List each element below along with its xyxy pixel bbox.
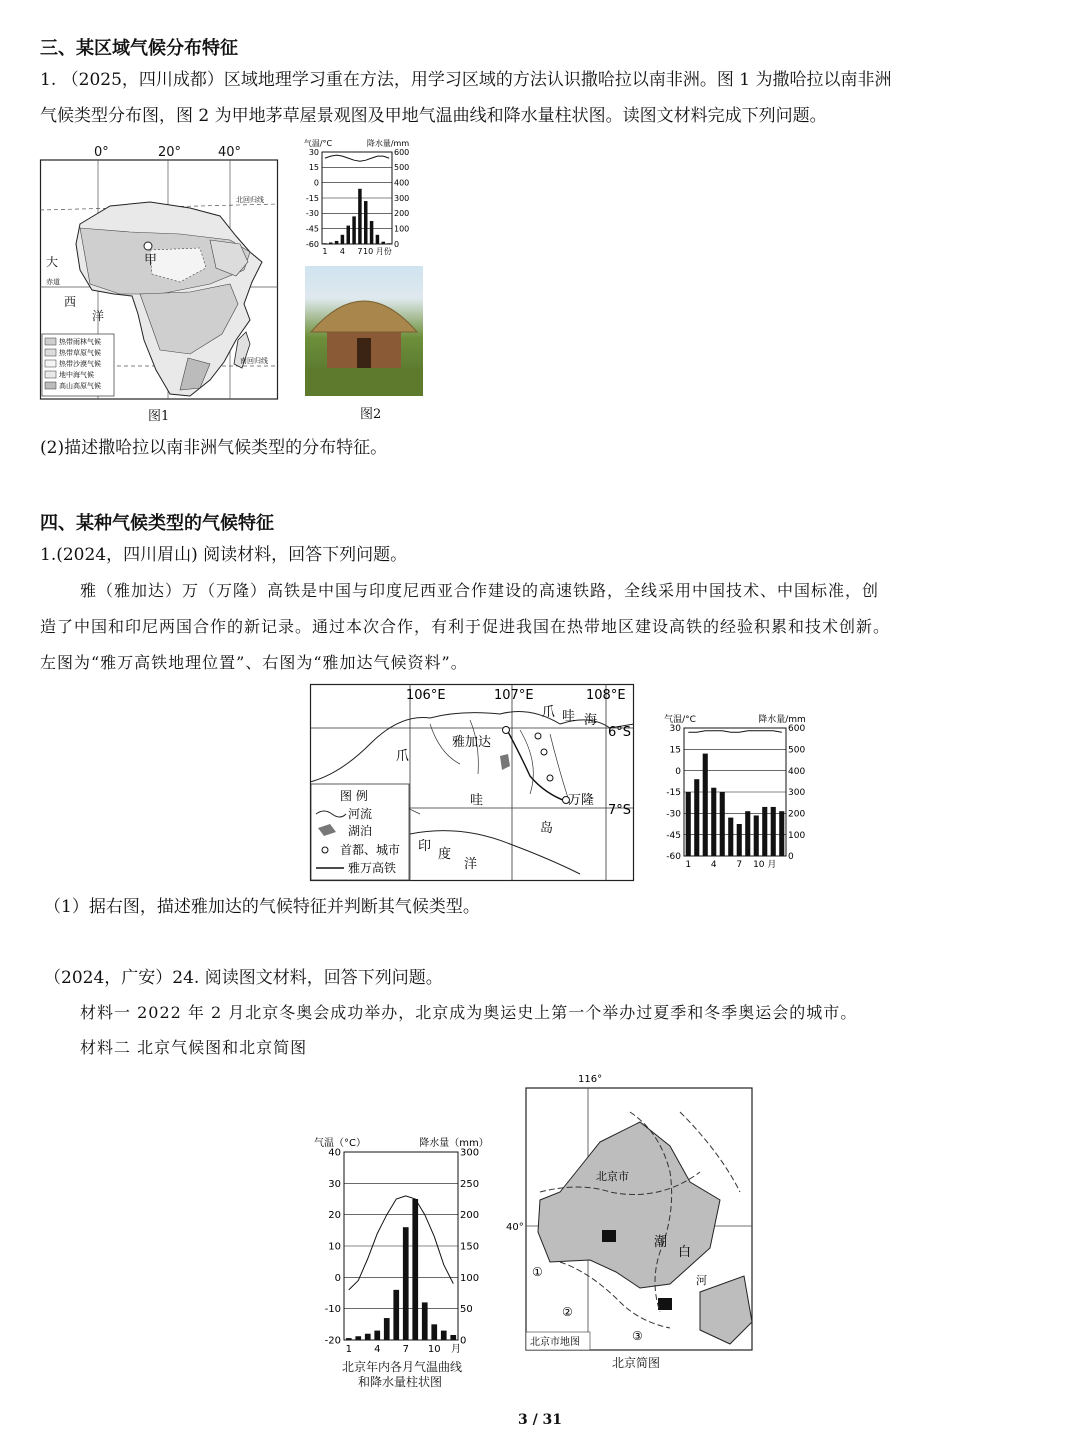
precip-tick-label: 200 bbox=[788, 809, 806, 820]
map-lon-108: 108°E bbox=[586, 688, 626, 703]
precip-bar bbox=[728, 818, 733, 856]
legend-lake: 湖泊 bbox=[348, 824, 373, 838]
precip-tick-label: 0 bbox=[394, 239, 400, 249]
precip-tick-label: 0 bbox=[788, 852, 794, 863]
section4-para-line3: 左图为“雅万高铁地理位置”、右图为“雅加达气候资料”。 bbox=[40, 653, 468, 672]
sea-char-1: 爪 bbox=[542, 705, 556, 720]
lon-0: 0° bbox=[94, 145, 109, 160]
temp-tick-label: 30 bbox=[669, 724, 681, 735]
map-lat-6s: 6°S bbox=[608, 725, 632, 740]
precip-axis-label: 降水量/mm bbox=[758, 715, 806, 725]
island-char-3: 岛 bbox=[540, 821, 554, 836]
legend-river: 河流 bbox=[348, 807, 373, 821]
section4-heading: 四、某种气候类型的气候特征 bbox=[40, 513, 274, 534]
temp-tick-label: -20 bbox=[324, 1335, 341, 1347]
precip-bar bbox=[323, 243, 327, 244]
map-lat-7s: 7°S bbox=[608, 803, 632, 818]
section4-q1-sub: （1）据右图，描述雅加达的气候特征并判断其气候类型。 bbox=[44, 897, 480, 917]
legend-rainforest: 热带雨林气候 bbox=[59, 338, 101, 346]
precip-bar bbox=[422, 1302, 428, 1340]
ocean-char-3: 洋 bbox=[464, 857, 478, 872]
precip-bar bbox=[737, 824, 742, 856]
precip-tick-label: 200 bbox=[460, 1210, 480, 1222]
temp-axis-label: 气温/°C bbox=[664, 715, 696, 725]
precip-bar bbox=[745, 811, 750, 856]
precip-bar bbox=[412, 1199, 418, 1340]
precip-tick-label: 300 bbox=[460, 1147, 480, 1159]
legend-highland: 高山高原气候 bbox=[59, 382, 101, 390]
x-tick-label: 1 bbox=[685, 860, 692, 870]
precip-tick-label: 50 bbox=[460, 1304, 473, 1316]
africa-climate-map bbox=[40, 144, 278, 400]
legend-title: 图 例 bbox=[340, 789, 368, 803]
temp-tick-label: 30 bbox=[308, 147, 319, 157]
precip-tick-label: 500 bbox=[788, 745, 806, 756]
city-jakarta-label: 雅加达 bbox=[452, 735, 492, 750]
x-tick-label: 7 bbox=[357, 247, 363, 256]
precip-bar bbox=[352, 216, 356, 244]
precip-tick-label: 250 bbox=[460, 1178, 480, 1190]
sea-char-3: 海 bbox=[584, 713, 598, 728]
lon-40: 40° bbox=[218, 145, 242, 160]
jia-label: 甲 bbox=[144, 253, 158, 268]
precip-bar bbox=[370, 221, 374, 244]
section4-para-line2: 造了中国和印尼两国合作的新记录。通过本次合作，有利于促进我国在热带地区建设高铁的经验积累和技术创新。 bbox=[40, 617, 891, 636]
temp-tick-label: -15 bbox=[305, 193, 319, 203]
beijing-chart-caption-2: 和降水量柱状图 bbox=[358, 1375, 443, 1389]
beijing-climate-chart bbox=[314, 1128, 489, 1358]
x-tick-label: 4 bbox=[374, 1344, 381, 1355]
map-bai: 白 bbox=[678, 1245, 692, 1260]
temp-tick-label: 40 bbox=[328, 1147, 341, 1159]
ocean-xi: 西 bbox=[64, 295, 77, 309]
map-lon-107: 107°E bbox=[494, 688, 534, 703]
precip-axis-label: 降水量（mm） bbox=[419, 1138, 489, 1149]
precip-bar bbox=[376, 235, 380, 244]
precip-tick-label: 150 bbox=[460, 1241, 480, 1253]
section3-q1-line1: 1. （2025，四川成都）区域地理学习重在方法，用学习区域的方法认识撒哈拉以南非洲。图 1 为撒哈拉以南非洲 bbox=[40, 70, 892, 90]
section5-title: （2024，广安）24. 阅读图文材料，回答下列问题。 bbox=[44, 968, 443, 988]
precip-bar bbox=[711, 788, 716, 856]
jia-climate-chart bbox=[300, 138, 430, 258]
temp-tick-label: 0 bbox=[313, 178, 319, 188]
precip-tick-label: 600 bbox=[394, 147, 410, 157]
svg-text:.: . bbox=[46, 152, 50, 165]
ocean-yang: 洋 bbox=[92, 309, 105, 323]
precip-bar bbox=[347, 226, 351, 244]
precip-bar bbox=[403, 1227, 409, 1340]
legend-city: 首都、城市 bbox=[340, 843, 401, 857]
section5-material2: 材料二 北京气候图和北京简图 bbox=[80, 1038, 308, 1057]
precip-bar bbox=[329, 242, 333, 244]
city-bandung-label: 万隆 bbox=[568, 793, 595, 808]
temp-tick-label: -10 bbox=[324, 1304, 341, 1316]
temp-tick-label: -45 bbox=[305, 224, 319, 234]
temp-tick-label: -60 bbox=[305, 239, 319, 249]
precip-bar bbox=[431, 1324, 437, 1340]
section3-q2: (2)描述撒哈拉以南非洲气候类型的分布特征。 bbox=[40, 438, 388, 458]
precip-tick-label: 300 bbox=[394, 193, 410, 203]
section5-material1: 材料一 2022 年 2 月北京冬奥会成功举办，北京成为奥运史上第一个举办过夏季和冬季奥运会的城市。 bbox=[80, 1003, 858, 1022]
fig2-caption: 图2 bbox=[360, 407, 382, 422]
x-tick-label: 7 bbox=[402, 1344, 409, 1355]
map-lon-106: 106°E bbox=[406, 688, 446, 703]
precip-bar bbox=[384, 1318, 390, 1340]
x-tick-label: 4 bbox=[339, 247, 345, 256]
precip-tick-label: 600 bbox=[788, 724, 806, 735]
x-tick-label: 1 bbox=[322, 247, 328, 256]
precip-tick-label: 500 bbox=[394, 163, 410, 173]
precip-bar bbox=[387, 243, 391, 244]
island-char-1: 爪 bbox=[396, 749, 410, 764]
precip-tick-label: 400 bbox=[394, 178, 410, 188]
map-inset-label: 北京市地图 bbox=[530, 1337, 580, 1348]
precip-bar bbox=[703, 754, 708, 856]
precip-bar bbox=[754, 815, 759, 856]
ocean-da: 大 bbox=[46, 255, 59, 269]
precip-tick-label: 100 bbox=[788, 830, 806, 841]
temp-tick-label: -30 bbox=[666, 809, 681, 820]
beijing-sketch-map bbox=[506, 1072, 756, 1352]
precip-tick-label: 400 bbox=[788, 766, 806, 777]
legend-desert: 热带沙漠气候 bbox=[59, 360, 101, 368]
precip-bar bbox=[382, 242, 386, 244]
precip-axis-label: 降水量/mm bbox=[366, 139, 410, 148]
precip-bar bbox=[720, 792, 725, 856]
temp-axis-label: 气温/°C bbox=[303, 139, 333, 148]
map-city-label: 北京市 bbox=[596, 1170, 629, 1183]
precip-bar bbox=[771, 807, 776, 856]
precip-bar bbox=[358, 189, 362, 244]
section4-para-line1: 雅（雅加达）万（万隆）高铁是中国与印度尼西亚合作建设的高速铁路，全线采用中国技术、中国标准，创 bbox=[80, 581, 880, 600]
x-tick-label: 月 bbox=[451, 1344, 461, 1355]
x-tick-label: 1 bbox=[345, 1344, 352, 1355]
precip-tick-label: 200 bbox=[394, 209, 410, 219]
x-tick-label: 10 月份 bbox=[363, 247, 392, 256]
section3-q1-line2: 气候类型分布图，图 2 为甲地茅草屋景观图及甲地气温曲线和降水量柱状图。读图文材料完成下列问题。 bbox=[40, 106, 827, 126]
temp-axis-label: 气温（°C） bbox=[314, 1138, 366, 1149]
map-mark-1: ① bbox=[532, 1265, 543, 1279]
x-tick-label: 4 bbox=[710, 860, 717, 870]
precip-bar bbox=[364, 201, 368, 244]
beijing-chart-caption-1: 北京年内各月气温曲线 bbox=[342, 1360, 463, 1374]
temp-tick-label: -60 bbox=[666, 852, 681, 863]
jakarta-climate-chart bbox=[660, 710, 810, 870]
x-tick-label: 7 bbox=[736, 860, 743, 870]
precip-tick-label: 300 bbox=[788, 788, 806, 799]
map-chao: 潮 bbox=[654, 1235, 668, 1250]
x-tick-label: 10 月 bbox=[753, 860, 777, 870]
map-lon-116: 116° bbox=[578, 1074, 603, 1085]
temp-tick-label: 10 bbox=[328, 1241, 341, 1253]
temp-tick-label: 15 bbox=[308, 163, 319, 173]
section4-q1-title: 1.(2024，四川眉山) 阅读材料，回答下列问题。 bbox=[40, 545, 408, 565]
temp-tick-label: -45 bbox=[666, 830, 681, 841]
temp-tick-label: 15 bbox=[669, 745, 681, 756]
ocean-char-2: 度 bbox=[438, 847, 452, 862]
lon-20: 20° bbox=[158, 145, 182, 160]
precip-bar bbox=[686, 792, 691, 856]
precip-bar bbox=[441, 1331, 447, 1340]
map-lat-40: 40° bbox=[506, 1222, 524, 1233]
island-char-2: 哇 bbox=[470, 793, 484, 808]
section3-heading: 三、某区域气候分布特征 bbox=[40, 38, 238, 59]
legend-railway: 雅万高铁 bbox=[348, 861, 397, 875]
ocean-char-1: 印 bbox=[418, 839, 432, 854]
precip-bar bbox=[762, 807, 767, 856]
precip-bar bbox=[694, 779, 699, 856]
temp-tick-label: 0 bbox=[675, 766, 681, 777]
precip-bar bbox=[450, 1335, 456, 1340]
x-tick-label: 10 bbox=[427, 1344, 441, 1355]
precip-bar bbox=[374, 1331, 380, 1340]
jakarta-bandung-map bbox=[310, 684, 636, 882]
fig1-caption: 图1 bbox=[148, 409, 170, 424]
map-he: 河 bbox=[696, 1274, 707, 1287]
legend-savanna: 热带草原气候 bbox=[59, 349, 101, 357]
precip-tick-label: 100 bbox=[394, 224, 410, 234]
precip-tick-label: 0 bbox=[460, 1335, 467, 1347]
equator-label: 赤道 bbox=[46, 278, 60, 286]
beijing-map-caption: 北京简图 bbox=[612, 1356, 661, 1370]
precip-bar bbox=[779, 811, 784, 856]
temp-tick-label: -15 bbox=[666, 788, 681, 799]
map-mark-3: ③ bbox=[632, 1329, 643, 1343]
tropic-s-label: 南回归线 bbox=[240, 357, 268, 365]
precip-bar bbox=[335, 241, 339, 244]
precip-tick-label: 100 bbox=[460, 1272, 480, 1284]
legend-mediterranean: 地中海气候 bbox=[59, 371, 94, 379]
temp-tick-label: 30 bbox=[328, 1178, 341, 1190]
sea-char-2: 哇 bbox=[562, 709, 576, 724]
precip-bar bbox=[341, 235, 345, 244]
precip-bar bbox=[346, 1338, 352, 1340]
temp-tick-label: 20 bbox=[328, 1210, 341, 1222]
map-mark-2: ② bbox=[562, 1305, 573, 1319]
page-number: 3 / 31 bbox=[517, 1412, 563, 1428]
precip-bar bbox=[355, 1336, 361, 1340]
tropic-n-label: 北回归线 bbox=[236, 196, 264, 204]
temp-tick-label: -30 bbox=[305, 209, 319, 219]
precip-bar bbox=[365, 1334, 371, 1340]
thatched-hut-photo bbox=[305, 266, 423, 396]
temp-tick-label: 0 bbox=[334, 1272, 341, 1284]
precip-bar bbox=[393, 1290, 399, 1340]
